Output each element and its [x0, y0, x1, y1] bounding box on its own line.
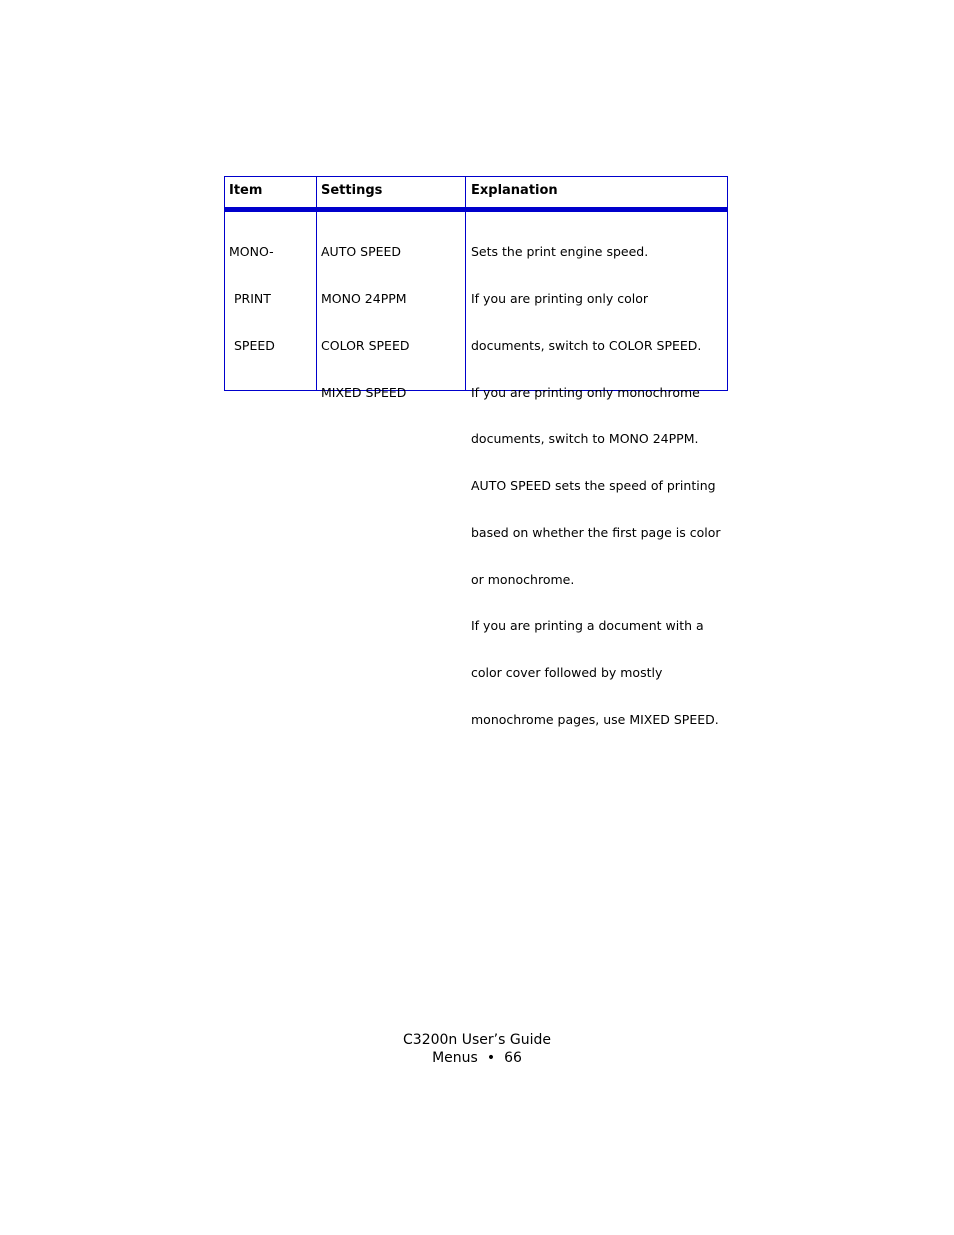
item-cell — [229, 213, 275, 385]
item-line: MONO- — [229, 244, 274, 260]
bullet-separator: • — [486, 1049, 496, 1066]
page-number: 66 — [504, 1049, 522, 1066]
explanation-line: documents, switch to MONO 24PPM. — [471, 431, 699, 447]
explanation-line: monochrome pages, use MIXED SPEED. — [471, 712, 719, 727]
explanation-line: or monochrome. — [471, 571, 575, 587]
menu-settings-table — [224, 176, 728, 727]
header-rule — [225, 207, 727, 212]
header-item: Item — [229, 183, 263, 198]
item-line: SPEED — [234, 337, 275, 353]
explanation-line: If you are printing a document with a — [471, 618, 704, 634]
explanation-line: Sets the print engine speed. — [471, 244, 649, 260]
section-name: Menus — [432, 1049, 478, 1066]
explanation-line: AUTO SPEED sets the speed of printing — [471, 478, 716, 494]
settings-cell — [321, 213, 409, 431]
page-footer — [0, 1032, 954, 1067]
setting-option: AUTO SPEED — [321, 244, 402, 260]
explanation-line: documents, switch to COLOR SPEED. — [471, 337, 702, 353]
setting-option: MONO 24PPM — [321, 290, 407, 306]
header-explanation: Explanation — [471, 183, 558, 198]
explanation-cell — [471, 213, 721, 759]
item-line: PRINT — [234, 290, 271, 306]
explanation-line: If you are printing only color — [471, 290, 649, 306]
setting-option: COLOR SPEED — [321, 337, 410, 353]
explanation-line: If you are printing only monochrome — [471, 384, 700, 400]
explanation-line: based on whether the first page is color — [471, 524, 721, 540]
guide-title: C3200n User’s Guide — [403, 1032, 551, 1048]
header-settings: Settings — [321, 183, 383, 198]
explanation-line: color cover followed by mostly — [471, 665, 663, 681]
page-locator — [0, 1050, 954, 1068]
setting-option: MIXED SPEED — [321, 384, 407, 400]
